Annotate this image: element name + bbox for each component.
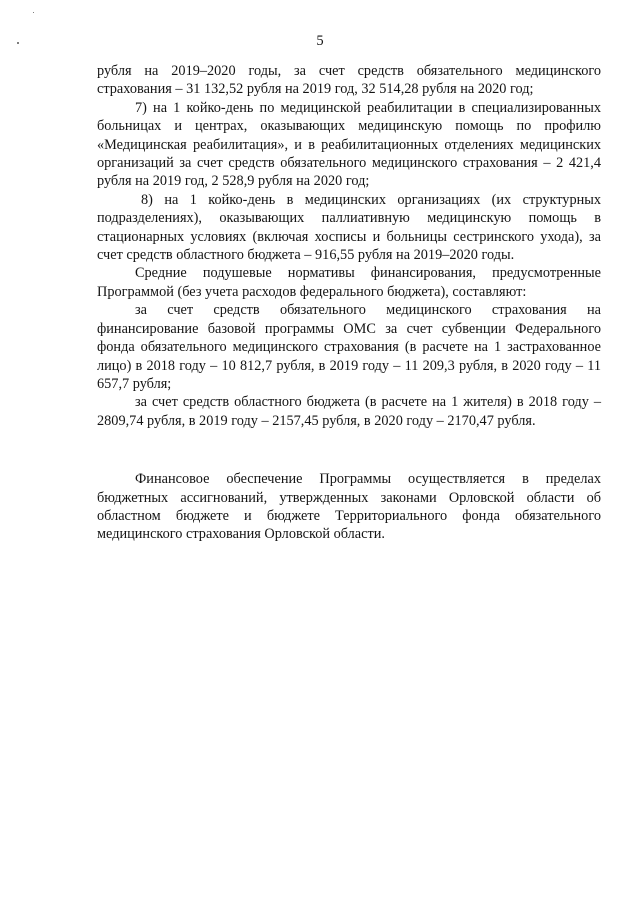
paragraph-item-8: 8) на 1 койко-день в медицинских организациях (их структурных подразделениях), оказывающих паллиативную медицинскую помощь в стационарных условиях (включая хосписы и больницы сестринского ухода), за счет средств областного бюджета – 916,55 рубля на 2019–2020 годы. <box>97 191 601 264</box>
paragraph-continuation: рубля на 2019–2020 годы, за счет средств обязательного медицинского страхования – 31 132,52 рубля на 2019 год, 32 514,28 рубля на 2020 год; <box>97 63 601 98</box>
scan-speck <box>33 12 34 13</box>
paragraph-regional-budget-norms: за счет средств областного бюджета (в расчете на 1 жителя) в 2018 году – 2809,74 рубля, в 2019 году – 2157,45 рубля, в 2020 году – 2170,47 рубля. <box>97 394 601 429</box>
paragraph-financial-support: Финансовое обеспечение Программы осуществляется в пределах бюджетных ассигнований, утвержденных законами Орловской области об областном бюджете и бюджете Территориального фонда обязательного медицинского страхования Орловской области. <box>97 471 601 543</box>
document-body <box>97 62 601 544</box>
paragraph-average-norms: Средние подушевые нормативы финансирования, предусмотренные Программой (без учета расходов федерального бюджета), составляют: <box>97 265 601 300</box>
page-number: 5 <box>316 33 324 49</box>
paragraph-oms-norms: за счет средств обязательного медицинского страхования на финансирование базовой программы ОМС за счет субвенции Федерального фонда обязательного медицинского страхования (в расчете на 1 застрахованное лицо) в 2018 году – 10 812,7 рубля, в 2019 году – 11 209,3 рубля, в 2020 году – 11 657,7 рубля; <box>97 302 601 392</box>
paragraph-item-7: 7) на 1 койко-день по медицинской реабилитации в специализированных больницах и центрах, оказывающих медицинскую помощь по профилю «Медицинская реабилитация», и в реабилитационных отделениях медицинских организаций за счет средств обязательного медицинского страхования – 2 421,4 рубля на 2019 год, 2 528,9 рубля на 2020 год; <box>97 99 601 190</box>
